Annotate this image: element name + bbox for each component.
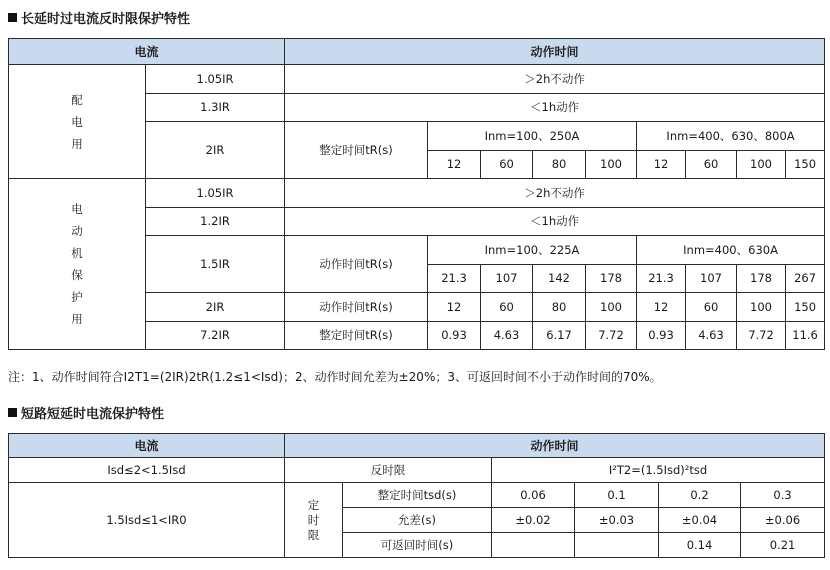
value-cell: 0.2 [659, 483, 741, 508]
value-cell: 0.14 [659, 533, 741, 558]
header-action-time: 动作时间 [285, 434, 825, 458]
value-cell: 60 [481, 293, 533, 322]
table-row [9, 483, 825, 508]
setting-label-cell: 整定时间tR(s) [285, 122, 428, 179]
value-cell [492, 533, 575, 558]
header-action-time: 动作时间 [285, 39, 825, 65]
value-cell: 12 [428, 150, 481, 179]
value-cell: 0.3 [741, 483, 825, 508]
value-cell: 0.1 [575, 483, 659, 508]
value-cell: 100 [586, 293, 637, 322]
value-cell: 7.72 [586, 321, 637, 350]
tolerance-label-cell: 允差(s) [343, 508, 492, 533]
table-header-row [9, 434, 825, 458]
value-cell: 107 [481, 264, 533, 293]
section-title-short-delay [8, 403, 164, 422]
value-cell: 100 [586, 150, 637, 179]
value-cell: 107 [686, 264, 737, 293]
return-label-cell: 可返回时间(s) [343, 533, 492, 558]
setting-label-cell: 整定时间tsd(s) [343, 483, 492, 508]
value-cell: 178 [586, 264, 637, 293]
footnote: 注：1、动作时间符合I2T1=(2IR)2tR(1.2≤1<Isd)；2、动作时间允差为±20%；3、可返回时间不小于动作时间的70%。 [8, 370, 662, 384]
black-square-icon [8, 408, 17, 417]
value-cell: ±0.04 [659, 508, 741, 533]
value-cell: 6.17 [533, 321, 586, 350]
value-cell: 267 [786, 264, 825, 293]
group-a-cell: Inm=100、225A [428, 236, 637, 265]
current-cell: Isd≤2<1.5Isd [9, 458, 285, 483]
value-cell: 60 [686, 150, 737, 179]
group-b-cell: Inm=400、630、800A [637, 122, 825, 151]
value-cell: 11.6 [786, 321, 825, 350]
section-title-long-delay [8, 8, 190, 27]
formula-cell: I²T2=(1.5Isd)²tsd [492, 458, 825, 483]
long-delay-table [8, 38, 825, 350]
motor-label: 电 动 机 保 护 用 [9, 179, 146, 350]
value-cell: 142 [533, 264, 586, 293]
header-current: 电流 [9, 39, 285, 65]
type-cell: 反时限 [285, 458, 492, 483]
value-cell: 12 [637, 293, 686, 322]
value-cell: 0.93 [637, 321, 686, 350]
value-cell: ±0.06 [741, 508, 825, 533]
value-cell: 80 [533, 293, 586, 322]
distribution-label: 配 电 用 [9, 65, 146, 179]
value-cell: 150 [786, 150, 825, 179]
value-cell: 60 [686, 293, 737, 322]
action-text-cell: ＞2h不动作 [285, 65, 825, 94]
value-cell: 21.3 [428, 264, 481, 293]
table-row [9, 179, 825, 208]
value-cell: 12 [428, 293, 481, 322]
header-current: 电流 [9, 434, 285, 458]
current-cell: 7.2IR [146, 321, 285, 350]
value-cell: 100 [737, 150, 786, 179]
action-text-cell: ＜1h动作 [285, 207, 825, 236]
value-cell: 60 [481, 150, 533, 179]
value-cell [575, 533, 659, 558]
setting-label-cell: 动作时间tR(s) [285, 293, 428, 322]
value-cell: 0.06 [492, 483, 575, 508]
current-cell: 1.05IR [146, 65, 285, 94]
current-cell: 1.2IR [146, 207, 285, 236]
value-cell: 4.63 [481, 321, 533, 350]
short-delay-table [8, 433, 825, 558]
value-cell: 21.3 [637, 264, 686, 293]
definite-time-label: 定 时 限 [285, 483, 343, 558]
value-cell: 12 [637, 150, 686, 179]
current-cell: 1.5IR [146, 236, 285, 293]
current-cell: 2IR [146, 293, 285, 322]
group-a-cell: Inm=100、250A [428, 122, 637, 151]
value-cell: 0.93 [428, 321, 481, 350]
current-cell: 1.5Isd≤1<IR0 [9, 483, 285, 558]
value-cell: 100 [737, 293, 786, 322]
section-title-text: 短路短延时电流保护特性 [21, 407, 165, 422]
value-cell: 80 [533, 150, 586, 179]
value-cell: 0.21 [741, 533, 825, 558]
setting-label-cell: 整定时间tR(s) [285, 321, 428, 350]
section-title-text: 长延时过电流反时限保护特性 [21, 12, 191, 27]
value-cell: 4.63 [686, 321, 737, 350]
value-cell: ±0.02 [492, 508, 575, 533]
value-cell: ±0.03 [575, 508, 659, 533]
current-cell: 1.3IR [146, 93, 285, 122]
value-cell: 150 [786, 293, 825, 322]
group-b-cell: Inm=400、630A [637, 236, 825, 265]
value-cell: 178 [737, 264, 786, 293]
current-cell: 1.05IR [146, 179, 285, 208]
setting-label-cell: 动作时间tR(s) [285, 236, 428, 293]
table-row [9, 65, 825, 94]
action-text-cell: ＞2h不动作 [285, 179, 825, 208]
table-header-row [9, 39, 825, 65]
table-row [9, 458, 825, 483]
current-cell: 2IR [146, 122, 285, 179]
action-text-cell: ＜1h动作 [285, 93, 825, 122]
black-square-icon [8, 13, 17, 22]
value-cell: 7.72 [737, 321, 786, 350]
